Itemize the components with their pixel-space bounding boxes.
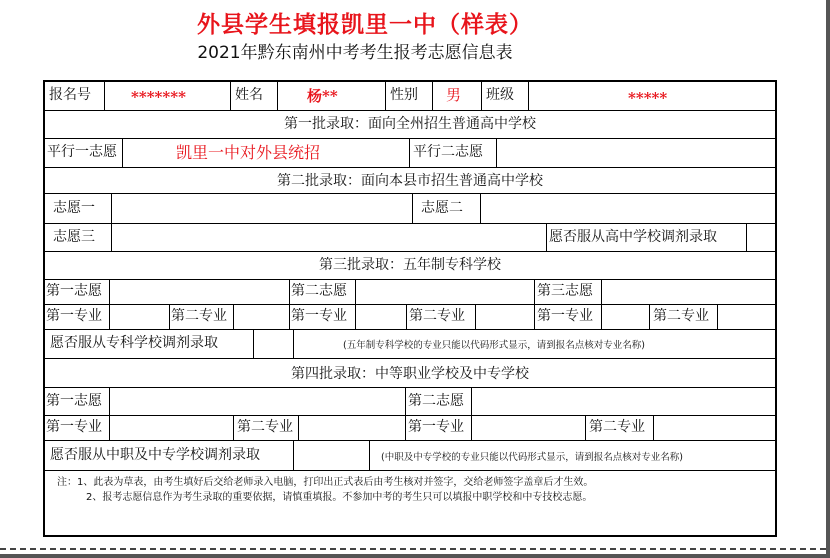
col-divider [111, 193, 112, 251]
col-divider [546, 223, 547, 251]
batch3-major1-label: 第一专业 [537, 308, 593, 324]
col-divider [746, 223, 747, 251]
batch3-heading: 第三批录取：五年制专科学校 [319, 257, 501, 273]
row-divider [45, 110, 775, 111]
row-divider [45, 138, 775, 139]
batch4-note: (中职及中专学校的专业只能以代码形式显示，请到报名点核对专业名称) [381, 452, 683, 463]
parallel-choice2-field[interactable] [501, 143, 771, 161]
batch3-note: (五年制专科学校的专业只能以代码形式显示，请到报名点核对专业名称) [343, 340, 645, 351]
row-divider [45, 304, 775, 305]
row-divider [45, 358, 775, 359]
col-divider [293, 329, 294, 358]
col-divider [277, 82, 278, 110]
col-divider [534, 279, 535, 329]
batch4-major1-label: 第一专业 [46, 419, 102, 435]
name-label: 姓名 [235, 87, 263, 103]
batch3-major2-label: 第二专业 [409, 308, 465, 324]
gender-label: 性别 [390, 87, 418, 103]
batch3-choice2-label: 第二志愿 [291, 283, 347, 299]
col-divider [385, 82, 386, 110]
col-divider [122, 138, 123, 167]
row-divider [45, 167, 775, 168]
col-divider [169, 304, 170, 329]
batch3-major2-label: 第二专业 [171, 308, 227, 324]
col-divider [528, 82, 529, 110]
batch2-choice2-label: 志愿二 [421, 200, 463, 216]
col-divider [653, 415, 654, 440]
row-divider [45, 329, 775, 330]
row-divider [45, 440, 775, 441]
col-divider [601, 304, 602, 329]
form-subtitle: 2021年黔东南州中考考生报考志愿信息表 [197, 43, 513, 63]
batch3-adjust-label: 愿否服从专科学校调剂录取 [50, 335, 218, 351]
note-line-2: 2、报考志愿信息作为考生录取的重要依据，请慎重填报。不参加中考的考生只可以填报中职学校和中专技校志愿。 [86, 492, 593, 503]
col-divider [293, 440, 294, 470]
col-divider [230, 82, 231, 110]
col-divider [481, 82, 482, 110]
batch4-choice2-label: 第二志愿 [408, 393, 464, 409]
reg-number-label: 报名号 [49, 87, 91, 103]
batch3-choice1-label: 第一志愿 [46, 283, 102, 299]
parallel-choice1-value[interactable]: 凯里一中对外县统招 [176, 143, 321, 162]
col-divider [289, 279, 290, 329]
batch2-adjust-label: 愿否服从高中学校调剂录取 [549, 229, 717, 245]
col-divider [109, 304, 110, 329]
col-divider [406, 304, 407, 329]
col-divider [298, 415, 299, 440]
parallel-choice1-label: 平行一志愿 [47, 144, 117, 160]
row-divider [45, 279, 775, 280]
col-divider [471, 415, 472, 440]
batch4-major1-label: 第一专业 [408, 419, 464, 435]
col-divider [405, 387, 406, 440]
col-divider [253, 329, 254, 358]
row-divider [45, 415, 775, 416]
col-divider [480, 193, 481, 223]
col-divider [109, 279, 110, 304]
class-value[interactable]: ***** [628, 89, 668, 107]
note-line-1: 注：1、此表为草表，由考生填好后交给老师录入电脑，打印出正式表后由考生核对并签字，交给老师签字盖章后才生效。 [57, 477, 594, 488]
col-divider [649, 304, 650, 329]
batch1-heading: 第一批录取：面向全州招生普通高中学校 [284, 116, 536, 132]
form-title: 外县学生填报凯里一中（样表） [197, 11, 533, 38]
batch3-major1-label: 第一专业 [46, 308, 102, 324]
row-divider [45, 470, 775, 471]
batch4-choice1-label: 第一志愿 [46, 393, 102, 409]
page-bottom-edge [0, 548, 826, 553]
col-divider [233, 304, 234, 329]
col-divider [601, 279, 602, 304]
batch3-choice3-label: 第三志愿 [537, 283, 593, 299]
col-divider [412, 193, 413, 223]
row-divider [45, 223, 775, 224]
col-divider [355, 279, 356, 304]
batch3-major1-label: 第一专业 [291, 308, 347, 324]
gender-value[interactable]: 男 [446, 86, 462, 104]
batch2-choice3-label: 志愿三 [53, 229, 95, 245]
col-divider [471, 387, 472, 415]
batch4-heading: 第四批录取：中等职业学校及中专学校 [291, 366, 529, 382]
row-divider [45, 193, 775, 194]
batch2-choice1-label: 志愿一 [53, 200, 95, 216]
col-divider [475, 304, 476, 329]
col-divider [432, 82, 433, 110]
batch2-heading: 第二批录取：面向本县市招生普通高中学校 [277, 173, 543, 189]
col-divider [717, 304, 718, 329]
col-divider [585, 415, 586, 440]
row-divider [45, 387, 775, 388]
col-divider [109, 387, 110, 415]
col-divider [104, 82, 105, 110]
batch3-major2-label: 第二专业 [653, 308, 709, 324]
class-label: 班级 [486, 87, 514, 103]
col-divider [409, 138, 410, 167]
col-divider [369, 440, 370, 470]
col-divider [233, 415, 234, 440]
parallel-choice2-label: 平行二志愿 [413, 144, 483, 160]
batch4-adjust-label: 愿否服从中职及中专学校调剂录取 [50, 447, 260, 463]
reg-number-value[interactable]: ******* [131, 88, 186, 106]
application-form [43, 80, 777, 537]
col-divider [496, 138, 497, 167]
name-value[interactable]: 杨** [307, 87, 338, 105]
batch4-major2-label: 第二专业 [589, 419, 645, 435]
col-divider [355, 304, 356, 329]
row-divider [45, 251, 775, 252]
col-divider [109, 415, 110, 440]
batch4-major2-label: 第二专业 [237, 419, 293, 435]
